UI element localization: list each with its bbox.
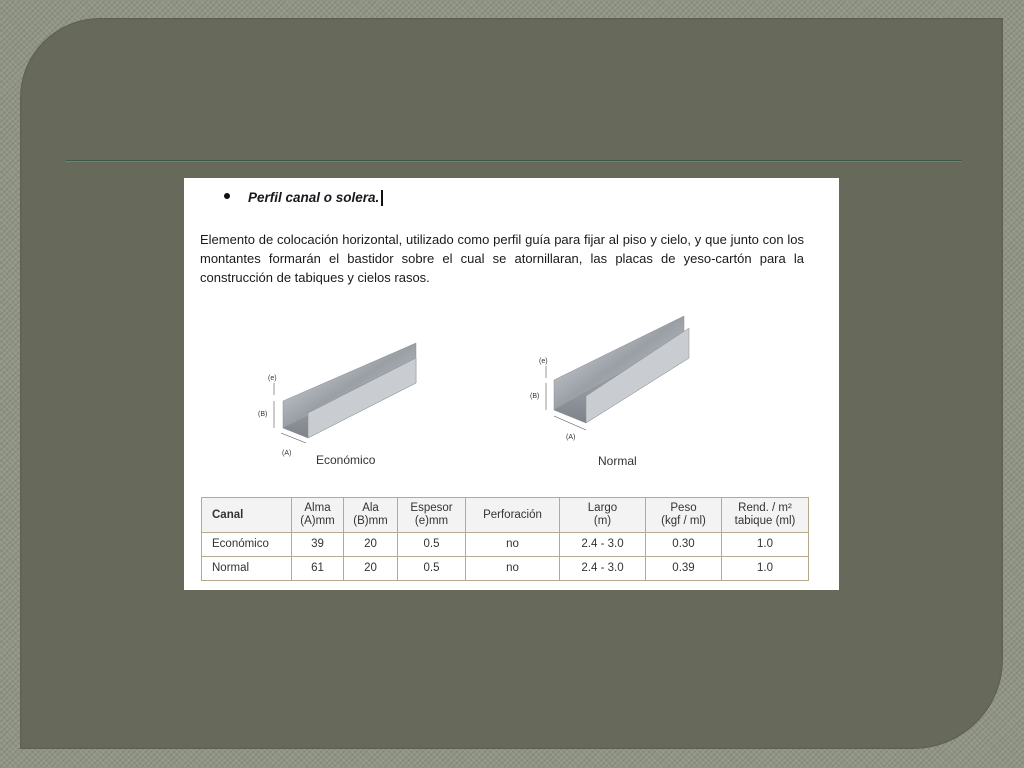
normal-profile-illustration <box>524 308 704 468</box>
economico-label-b: (B) <box>258 411 268 418</box>
header-largo: Largo (m) <box>560 498 646 533</box>
cell-canal: Normal <box>202 557 292 581</box>
bullet-icon <box>224 193 230 199</box>
header-perforacion: Perforación <box>466 498 560 533</box>
normal-caption: Normal <box>598 454 637 468</box>
table-row <box>202 557 809 581</box>
cell-peso: 0.30 <box>646 533 722 557</box>
header-canal: Canal <box>202 498 292 533</box>
cell-rend: 1.0 <box>722 557 809 581</box>
economico-label-e: (e) <box>268 375 277 382</box>
cell-perforacion: no <box>466 533 560 557</box>
cell-espesor: 0.5 <box>398 533 466 557</box>
normal-label-b: (B) <box>530 393 540 400</box>
text-cursor-icon <box>381 190 383 206</box>
table-header-row <box>202 498 809 533</box>
economico-profile-illustration <box>256 333 426 468</box>
economico-label-a: (A) <box>282 450 292 457</box>
cell-largo: 2.4 - 3.0 <box>560 533 646 557</box>
header-alma: Alma (A)mm <box>292 498 344 533</box>
cell-largo: 2.4 - 3.0 <box>560 557 646 581</box>
cell-alma: 39 <box>292 533 344 557</box>
canal-specs-table <box>201 497 809 581</box>
bullet-heading <box>224 190 383 206</box>
cell-canal: Económico <box>202 533 292 557</box>
cell-ala: 20 <box>344 533 398 557</box>
document-image <box>184 178 839 590</box>
normal-label-a: (A) <box>566 434 576 441</box>
cell-rend: 1.0 <box>722 533 809 557</box>
header-ala: Ala (B)mm <box>344 498 398 533</box>
cell-peso: 0.39 <box>646 557 722 581</box>
description-paragraph: Elemento de colocación horizontal, utilizado como perfil guía para fijar al piso y cielo, y que junto con los montantes formarán el bastidor sobre el cual se atornillaran, las placas de yeso-cartón para la construcción de tabiques y cielos rasos. <box>200 232 804 285</box>
bullet-title: Perfil canal o solera. <box>248 190 380 205</box>
header-peso: Peso (kgf / ml) <box>646 498 722 533</box>
cell-espesor: 0.5 <box>398 557 466 581</box>
normal-label-e: (e) <box>539 358 548 365</box>
title-divider <box>66 160 962 161</box>
cell-alma: 61 <box>292 557 344 581</box>
header-espesor: Espesor (e)mm <box>398 498 466 533</box>
header-rend: Rend. / m² tabique (ml) <box>722 498 809 533</box>
table-row <box>202 533 809 557</box>
cell-ala: 20 <box>344 557 398 581</box>
economico-caption: Económico <box>316 453 376 467</box>
cell-perforacion: no <box>466 557 560 581</box>
